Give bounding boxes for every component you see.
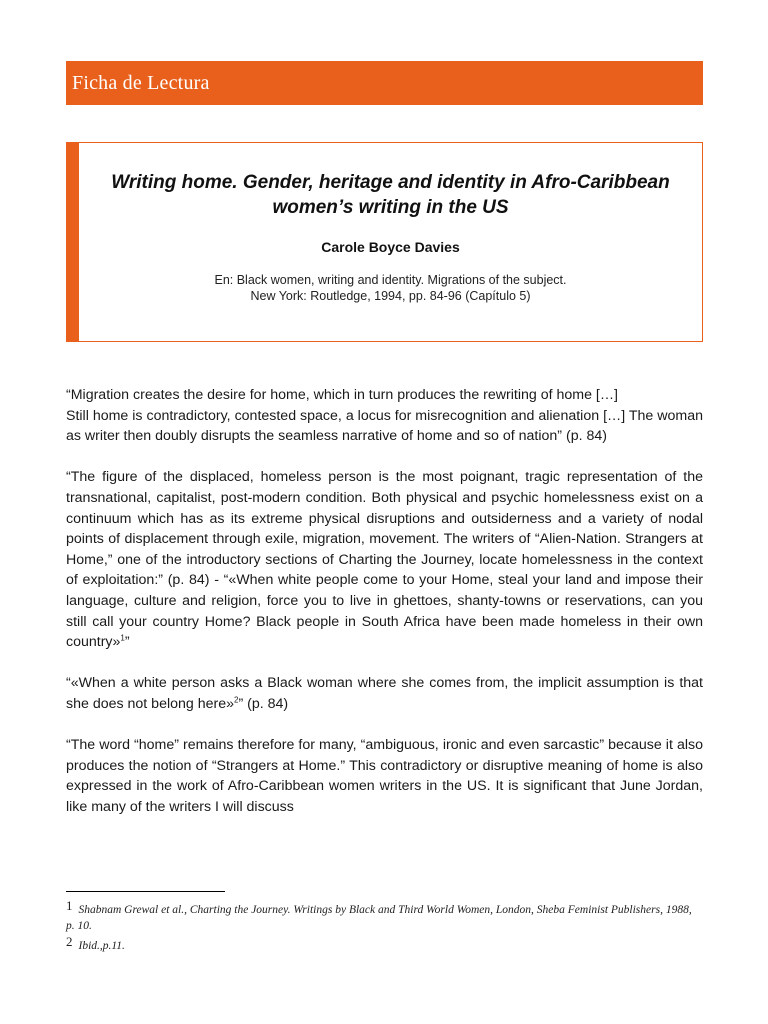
chapter-title: Writing home. Gender, heritage and identity in Afro-Caribbean women’s writing in the US bbox=[111, 172, 670, 218]
paragraph-4: “The word “home” remains therefore for many, “ambiguous, ironic and even sarcastic” because it also produces the notion of “Strangers at Home.” This contradictory or disruptive meaning of home is also expressed in the work of Afro-Caribbean women writers in the US. It is significant that June Jordan, like many of the writers I will discuss bbox=[66, 737, 703, 815]
body-text bbox=[66, 385, 703, 838]
section-header-title: Ficha de Lectura bbox=[72, 72, 210, 94]
footnote-divider bbox=[66, 891, 225, 892]
footnote-1 bbox=[66, 898, 703, 934]
paragraph-2 bbox=[66, 467, 703, 652]
paragraph-1a: “Migration creates the desire for home, which in turn produces the rewriting of home […] bbox=[66, 387, 618, 403]
footnotes bbox=[66, 898, 703, 954]
section-header-bar bbox=[66, 61, 703, 105]
paragraph-3-end: ” (p. 84) bbox=[238, 695, 289, 712]
footnote-1-number: 1 bbox=[66, 898, 73, 913]
paragraph-2-end: ” bbox=[124, 634, 130, 651]
footnote-1-text: Shabnam Grewal et al., Charting the Journey. Writings by Black and Third World Women, London, Sheba Feminist Publishers, 1988, p. 10. bbox=[66, 904, 692, 932]
footnote-ref-2: 2 bbox=[234, 695, 239, 705]
source-citation bbox=[79, 272, 702, 304]
author-name: Carole Boyce Davies bbox=[321, 239, 460, 255]
source-line-1: En: Black women, writing and identity. Migrations of the subject. bbox=[214, 273, 567, 287]
paragraph-1b: Still home is contradictory, contested space, a locus for misrecognition and alienation […] The woman as writer then doubly disrupts the seamless narrative of home and so of nation” (p. 84) bbox=[66, 407, 703, 445]
paragraph-3 bbox=[66, 673, 703, 714]
reference-card bbox=[66, 142, 703, 342]
footnote-2 bbox=[66, 934, 703, 954]
footnote-2-text: Ibid.,p.11. bbox=[78, 940, 125, 952]
paragraph-2-text: “The figure of the displaced, homeless person is the most poignant, tragic representation of the transnational, capitalist, post-modern condition. Both physical and psychic homelessness exist on a continuum which has as its extreme physical disruptions and outsiderness and a variety of nodal points of displacement through exile, migration, movement. The writers of “Alien-Nation. Strangers at Home,” one of the introductory sections of Charting the Journey, locate homelessness in the context of exploitation:” (p. 84) - “«When white people come to your Home, steal your land and impose their language, culture and religion, force you to live in ghettoes, shanty-towns or reservations, can you still call your country Home? Black people in South Africa have been made homeless in their own country» bbox=[66, 469, 703, 651]
paragraph-3-text: “«When a white person asks a Black woman where she comes from, the implicit assumption is that she does not belong here» bbox=[66, 675, 703, 712]
footnote-2-number: 2 bbox=[66, 934, 73, 949]
footnote-ref-1: 1 bbox=[120, 633, 125, 643]
source-line-2: New York: Routledge, 1994, pp. 84-96 (Capítulo 5) bbox=[250, 289, 531, 303]
